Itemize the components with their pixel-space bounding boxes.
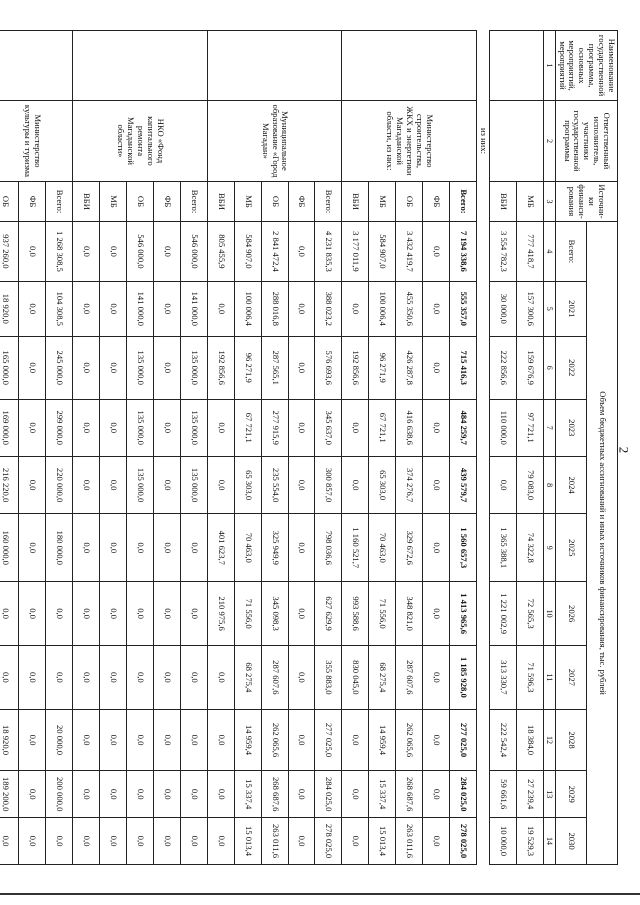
- source-cell: МБ: [516, 181, 543, 221]
- source-cell: ВБИ: [207, 181, 234, 221]
- value-cell: 0,0: [100, 645, 127, 709]
- value-cell: 805 455,9: [207, 222, 234, 281]
- value-cell: 584 907,0: [369, 222, 396, 281]
- value-cell: 135 000,0: [127, 399, 154, 456]
- value-cell: 15 013,4: [234, 818, 261, 865]
- value-cell: 277 915,9: [261, 399, 288, 456]
- value-cell: 345 098,3: [261, 582, 288, 646]
- value-cell: 74 322,8: [516, 514, 543, 582]
- value-cell: 18 920,0: [0, 709, 19, 771]
- value-cell: 0,0: [423, 281, 450, 336]
- value-cell: 220 000,0: [46, 456, 73, 513]
- value-cell: 15 013,4: [369, 818, 396, 865]
- value-cell: 416 638,6: [396, 399, 423, 456]
- source-cell: ФБ: [19, 181, 46, 221]
- executor-cell: НКО «Фонд капитального ремонта Магаданской области»: [73, 101, 208, 182]
- value-cell: 0,0: [423, 514, 450, 582]
- value-cell: 439 579,7: [449, 456, 476, 513]
- header-funding: Объем бюджетных ассигнований и иных источников финансирования, тыс. рублей: [586, 222, 617, 865]
- value-cell: 104 308,5: [46, 281, 73, 336]
- source-cell: МБ: [369, 181, 396, 221]
- value-cell: 288 016,8: [261, 281, 288, 336]
- value-cell: 0,0: [207, 709, 234, 771]
- value-cell: 426 287,8: [396, 336, 423, 399]
- value-cell: 0,0: [154, 281, 181, 336]
- value-cell: 67 721,1: [234, 399, 261, 456]
- value-cell: 0,0: [73, 281, 100, 336]
- bottom-rule: [0, 893, 640, 895]
- value-cell: 0,0: [207, 818, 234, 865]
- header-source: Источни-ки финанси-рования: [555, 181, 617, 221]
- rotated-table-container: [1, 30, 618, 865]
- column-number: 3: [543, 181, 555, 221]
- value-cell: 993 588,6: [342, 582, 369, 646]
- value-cell: 20 000,0: [46, 709, 73, 771]
- value-cell: 68 275,4: [369, 645, 396, 709]
- value-cell: 96 271,9: [234, 336, 261, 399]
- value-cell: 0,0: [73, 818, 100, 865]
- value-cell: 345 637,0: [315, 399, 342, 456]
- executor-cell: Министерство культуры и туризма: [0, 101, 73, 182]
- source-cell: ОБ: [0, 181, 19, 221]
- value-cell: 135 000,0: [127, 336, 154, 399]
- value-cell: 278 025,0: [315, 818, 342, 865]
- value-cell: 0,0: [127, 582, 154, 646]
- value-cell: 0,0: [100, 771, 127, 818]
- value-cell: 555 357,0: [449, 281, 476, 336]
- header-year-2025: 2025: [555, 514, 586, 582]
- value-cell: 0,0: [127, 645, 154, 709]
- value-cell: 0,0: [423, 582, 450, 646]
- executor-cell: [489, 101, 543, 182]
- value-cell: 14 959,4: [369, 709, 396, 771]
- column-number: 13: [543, 771, 555, 818]
- value-cell: 0,0: [73, 771, 100, 818]
- column-number: 14: [543, 818, 555, 865]
- value-cell: 0,0: [73, 514, 100, 582]
- value-cell: 0,0: [46, 645, 73, 709]
- value-cell: 0,0: [489, 456, 516, 513]
- value-cell: 0,0: [288, 222, 315, 281]
- value-cell: 0,0: [180, 645, 207, 709]
- value-cell: 0,0: [342, 456, 369, 513]
- value-cell: 374 276,7: [396, 456, 423, 513]
- source-cell: ФБ: [154, 181, 181, 221]
- value-cell: 0,0: [288, 645, 315, 709]
- value-cell: 0,0: [154, 771, 181, 818]
- value-cell: 135 000,0: [180, 399, 207, 456]
- value-cell: 0,0: [288, 818, 315, 865]
- value-cell: 0,0: [100, 336, 127, 399]
- value-cell: 0,0: [180, 514, 207, 582]
- value-cell: 0,0: [73, 456, 100, 513]
- value-cell: 222 856,6: [489, 336, 516, 399]
- source-cell: МБ: [234, 181, 261, 221]
- name-cell: [0, 31, 73, 101]
- name-cell-empty: [476, 31, 489, 101]
- value-cell: 15 337,4: [369, 771, 396, 818]
- value-cell: 169 000,0: [0, 399, 19, 456]
- value-cell: 0,0: [127, 514, 154, 582]
- value-cell: 0,0: [342, 771, 369, 818]
- value-cell: 0,0: [154, 709, 181, 771]
- value-cell: 0,0: [19, 399, 46, 456]
- value-cell: 0,0: [154, 645, 181, 709]
- value-cell: 70 463,0: [234, 514, 261, 582]
- value-cell: 798 036,6: [315, 514, 342, 582]
- value-cell: 30 000,0: [489, 281, 516, 336]
- value-cell: 0,0: [127, 818, 154, 865]
- value-cell: 71 556,0: [369, 582, 396, 646]
- value-cell: 0,0: [73, 582, 100, 646]
- value-cell: 1 560 657,3: [449, 514, 476, 582]
- value-cell: 70 463,0: [369, 514, 396, 582]
- table-row: [46, 31, 73, 865]
- value-cell: 0,0: [19, 281, 46, 336]
- value-cell: 0,0: [19, 222, 46, 281]
- name-cell: [489, 31, 543, 101]
- column-number: 2: [543, 101, 555, 182]
- value-cell: 0,0: [288, 399, 315, 456]
- value-cell: 65 303,0: [234, 456, 261, 513]
- value-cell: 0,0: [342, 709, 369, 771]
- value-cell: 1 365 388,1: [489, 514, 516, 582]
- value-cell: 484 259,7: [449, 399, 476, 456]
- value-cell: 329 672,6: [396, 514, 423, 582]
- value-cell: 0,0: [154, 818, 181, 865]
- value-cell: 268 687,6: [396, 771, 423, 818]
- header-year-2021: 2021: [555, 281, 586, 336]
- value-cell: 65 303,0: [369, 456, 396, 513]
- source-cell: ОБ: [396, 181, 423, 221]
- value-cell: 1 221 002,9: [489, 582, 516, 646]
- column-number: 6: [543, 336, 555, 399]
- name-cell: [207, 31, 342, 101]
- source-cell: ВБИ: [73, 181, 100, 221]
- value-cell: 0,0: [100, 514, 127, 582]
- header-year-2022: 2022: [555, 336, 586, 399]
- value-cell: 1 268 308,5: [46, 222, 73, 281]
- source-cell: ОБ: [261, 181, 288, 221]
- value-cell: 0,0: [288, 582, 315, 646]
- page-number: 2: [615, 446, 631, 454]
- column-number: 1: [543, 31, 555, 101]
- source-cell: МБ: [100, 181, 127, 221]
- column-number: 8: [543, 456, 555, 513]
- value-cell: 576 693,6: [315, 336, 342, 399]
- source-cell: Всего:: [180, 181, 207, 221]
- header-year-2026: 2026: [555, 582, 586, 646]
- value-cell: 200 000,0: [46, 771, 73, 818]
- value-cell: 180 000,0: [46, 514, 73, 582]
- header-exec: Ответственный исполнитель, участники государственной программы: [555, 101, 617, 182]
- value-cell: 1 413 965,6: [449, 582, 476, 646]
- source-cell: ФБ: [288, 181, 315, 221]
- value-cell: 18 920,0: [0, 281, 19, 336]
- executor-cell: Министерство строительства, ЖКХ и энергетики Магаданской области, из них:: [342, 101, 477, 182]
- value-cell: 0,0: [154, 514, 181, 582]
- value-cell: 0,0: [73, 222, 100, 281]
- value-cell: 71 556,0: [234, 582, 261, 646]
- value-cell: 222 542,4: [489, 709, 516, 771]
- value-cell: 0,0: [19, 645, 46, 709]
- source-cell: ВБИ: [342, 181, 369, 221]
- value-cell: 401 623,7: [207, 514, 234, 582]
- column-number: 5: [543, 281, 555, 336]
- value-cell: 299 000,0: [46, 399, 73, 456]
- header-name: Наименование государственной программы, основных мероприятий, мероприятий: [555, 31, 617, 101]
- value-cell: 300 857,0: [315, 456, 342, 513]
- value-cell: 192 856,6: [207, 336, 234, 399]
- value-cell: 388 023,2: [315, 281, 342, 336]
- value-cell: 0,0: [19, 582, 46, 646]
- value-cell: 584 907,0: [234, 222, 261, 281]
- value-cell: 1 185 928,0: [449, 645, 476, 709]
- value-cell: 325 949,9: [261, 514, 288, 582]
- value-cell: 715 416,3: [449, 336, 476, 399]
- value-cell: 0,0: [154, 582, 181, 646]
- value-cell: 0,0: [288, 709, 315, 771]
- value-cell: 0,0: [207, 645, 234, 709]
- value-cell: 0,0: [423, 399, 450, 456]
- value-cell: 141 000,0: [180, 281, 207, 336]
- value-cell: 777 418,7: [516, 222, 543, 281]
- value-cell: 10 000,0: [489, 818, 516, 865]
- value-cell: 284 025,0: [315, 771, 342, 818]
- value-cell: 0,0: [46, 818, 73, 865]
- value-cell: 18 384,0: [516, 709, 543, 771]
- value-cell: 455 350,6: [396, 281, 423, 336]
- header-year-2029: 2029: [555, 771, 586, 818]
- gap-cell: [476, 181, 489, 864]
- value-cell: 0,0: [73, 709, 100, 771]
- table-row: [180, 31, 207, 865]
- value-cell: 68 275,4: [234, 645, 261, 709]
- value-cell: 0,0: [100, 709, 127, 771]
- value-cell: 4 231 835,3: [315, 222, 342, 281]
- value-cell: 0,0: [288, 456, 315, 513]
- header-year-2023: 2023: [555, 399, 586, 456]
- value-cell: 189 200,0: [0, 771, 19, 818]
- value-cell: 245 000,0: [46, 336, 73, 399]
- table-row: [449, 31, 476, 865]
- value-cell: 937 260,0: [0, 222, 19, 281]
- value-cell: 0,0: [19, 818, 46, 865]
- source-cell: ВБИ: [489, 181, 516, 221]
- value-cell: 110 000,0: [489, 399, 516, 456]
- value-cell: 0,0: [207, 771, 234, 818]
- header-year-2030: 2030: [555, 818, 586, 865]
- value-cell: 0,0: [73, 336, 100, 399]
- value-cell: 0,0: [19, 336, 46, 399]
- value-cell: 0,0: [46, 582, 73, 646]
- value-cell: 0,0: [288, 771, 315, 818]
- value-cell: 0,0: [207, 281, 234, 336]
- value-cell: 0,0: [19, 514, 46, 582]
- value-cell: 0,0: [100, 582, 127, 646]
- value-cell: 135 000,0: [180, 456, 207, 513]
- value-cell: 3 177 011,9: [342, 222, 369, 281]
- value-cell: 0,0: [342, 818, 369, 865]
- value-cell: 0,0: [19, 771, 46, 818]
- value-cell: 96 271,9: [369, 336, 396, 399]
- value-cell: 287 607,6: [261, 645, 288, 709]
- value-cell: 210 975,6: [207, 582, 234, 646]
- value-cell: 0,0: [0, 645, 19, 709]
- value-cell: 0,0: [180, 771, 207, 818]
- value-cell: 235 554,0: [261, 456, 288, 513]
- value-cell: 0,0: [127, 709, 154, 771]
- value-cell: 0,0: [423, 709, 450, 771]
- value-cell: 0,0: [423, 818, 450, 865]
- value-cell: 157 300,6: [516, 281, 543, 336]
- value-cell: 0,0: [19, 709, 46, 771]
- header-year-2027: 2027: [555, 645, 586, 709]
- value-cell: 72 565,3: [516, 582, 543, 646]
- value-cell: 0,0: [423, 645, 450, 709]
- subheading: из них:: [476, 101, 489, 182]
- value-cell: 313 330,7: [489, 645, 516, 709]
- value-cell: 0,0: [288, 514, 315, 582]
- funding-table: [0, 30, 618, 865]
- value-cell: 278 025,0: [449, 818, 476, 865]
- column-number: 9: [543, 514, 555, 582]
- value-cell: 67 721,1: [369, 399, 396, 456]
- name-cell: [73, 31, 208, 101]
- value-cell: 277 025,0: [449, 709, 476, 771]
- value-cell: 0,0: [100, 456, 127, 513]
- value-cell: 192 856,6: [342, 336, 369, 399]
- table-row: [516, 31, 543, 865]
- value-cell: 284 025,0: [449, 771, 476, 818]
- value-cell: 0,0: [288, 281, 315, 336]
- value-cell: 3 554 782,3: [489, 222, 516, 281]
- value-cell: 0,0: [100, 222, 127, 281]
- value-cell: 268 687,6: [261, 771, 288, 818]
- value-cell: 0,0: [288, 336, 315, 399]
- value-cell: 97 721,1: [516, 399, 543, 456]
- value-cell: 0,0: [180, 709, 207, 771]
- source-cell: Всего:: [315, 181, 342, 221]
- value-cell: 0,0: [154, 222, 181, 281]
- value-cell: 0,0: [127, 771, 154, 818]
- source-cell: ОБ: [127, 181, 154, 221]
- value-cell: 79 083,0: [516, 456, 543, 513]
- value-cell: 0,0: [154, 336, 181, 399]
- value-cell: 100 006,4: [369, 281, 396, 336]
- value-cell: 0,0: [100, 399, 127, 456]
- value-cell: 0,0: [207, 456, 234, 513]
- source-cell: ФБ: [423, 181, 450, 221]
- source-cell: Всего:: [46, 181, 73, 221]
- value-cell: 7 194 338,6: [449, 222, 476, 281]
- value-cell: 0,0: [100, 818, 127, 865]
- value-cell: 27 239,4: [516, 771, 543, 818]
- value-cell: 0,0: [100, 281, 127, 336]
- gap-row: [476, 31, 489, 865]
- value-cell: 546 000,0: [180, 222, 207, 281]
- value-cell: 546 000,0: [127, 222, 154, 281]
- executor-cell: Муниципальное образование «Город Магадан»: [207, 101, 342, 182]
- column-number: 4: [543, 222, 555, 281]
- value-cell: 287 607,6: [396, 645, 423, 709]
- column-number: 10: [543, 582, 555, 646]
- value-cell: 165 000,0: [0, 336, 19, 399]
- value-cell: 277 025,0: [315, 709, 342, 771]
- header-year-2028: 2028: [555, 709, 586, 771]
- value-cell: 0,0: [73, 399, 100, 456]
- value-cell: 141 000,0: [127, 281, 154, 336]
- value-cell: 15 337,4: [234, 771, 261, 818]
- value-cell: 135 000,0: [180, 336, 207, 399]
- value-cell: 135 000,0: [127, 456, 154, 513]
- value-cell: 262 065,6: [261, 709, 288, 771]
- value-cell: 100 006,4: [234, 281, 261, 336]
- value-cell: 71 596,3: [516, 645, 543, 709]
- value-cell: 348 821,0: [396, 582, 423, 646]
- value-cell: 287 565,1: [261, 336, 288, 399]
- value-cell: 216 220,0: [0, 456, 19, 513]
- value-cell: 0,0: [0, 582, 19, 646]
- value-cell: 0,0: [423, 222, 450, 281]
- header-total: Всего:: [555, 222, 586, 281]
- value-cell: 160 000,0: [0, 514, 19, 582]
- value-cell: 355 883,0: [315, 645, 342, 709]
- value-cell: 59 661,6: [489, 771, 516, 818]
- column-number: 11: [543, 645, 555, 709]
- value-cell: 0,0: [423, 771, 450, 818]
- value-cell: 0,0: [19, 456, 46, 513]
- value-cell: 0,0: [154, 456, 181, 513]
- value-cell: 830 045,0: [342, 645, 369, 709]
- value-cell: 0,0: [0, 818, 19, 865]
- value-cell: 0,0: [423, 336, 450, 399]
- value-cell: 14 959,4: [234, 709, 261, 771]
- value-cell: 262 065,6: [396, 709, 423, 771]
- column-number: 7: [543, 399, 555, 456]
- value-cell: 1 160 521,7: [342, 514, 369, 582]
- name-cell: [342, 31, 477, 101]
- value-cell: 0,0: [180, 582, 207, 646]
- column-number: 12: [543, 709, 555, 771]
- value-cell: 0,0: [342, 281, 369, 336]
- value-cell: 2 841 472,4: [261, 222, 288, 281]
- value-cell: 0,0: [342, 399, 369, 456]
- header-year-2024: 2024: [555, 456, 586, 513]
- value-cell: 0,0: [423, 456, 450, 513]
- value-cell: 3 432 419,7: [396, 222, 423, 281]
- value-cell: 19 529,3: [516, 818, 543, 865]
- table-row: [315, 31, 342, 865]
- value-cell: 0,0: [180, 818, 207, 865]
- value-cell: 263 011,6: [261, 818, 288, 865]
- value-cell: 627 629,9: [315, 582, 342, 646]
- value-cell: 0,0: [207, 399, 234, 456]
- source-cell: Всего:: [449, 181, 476, 221]
- value-cell: 0,0: [73, 645, 100, 709]
- value-cell: 159 676,9: [516, 336, 543, 399]
- value-cell: 0,0: [154, 399, 181, 456]
- value-cell: 263 011,6: [396, 818, 423, 865]
